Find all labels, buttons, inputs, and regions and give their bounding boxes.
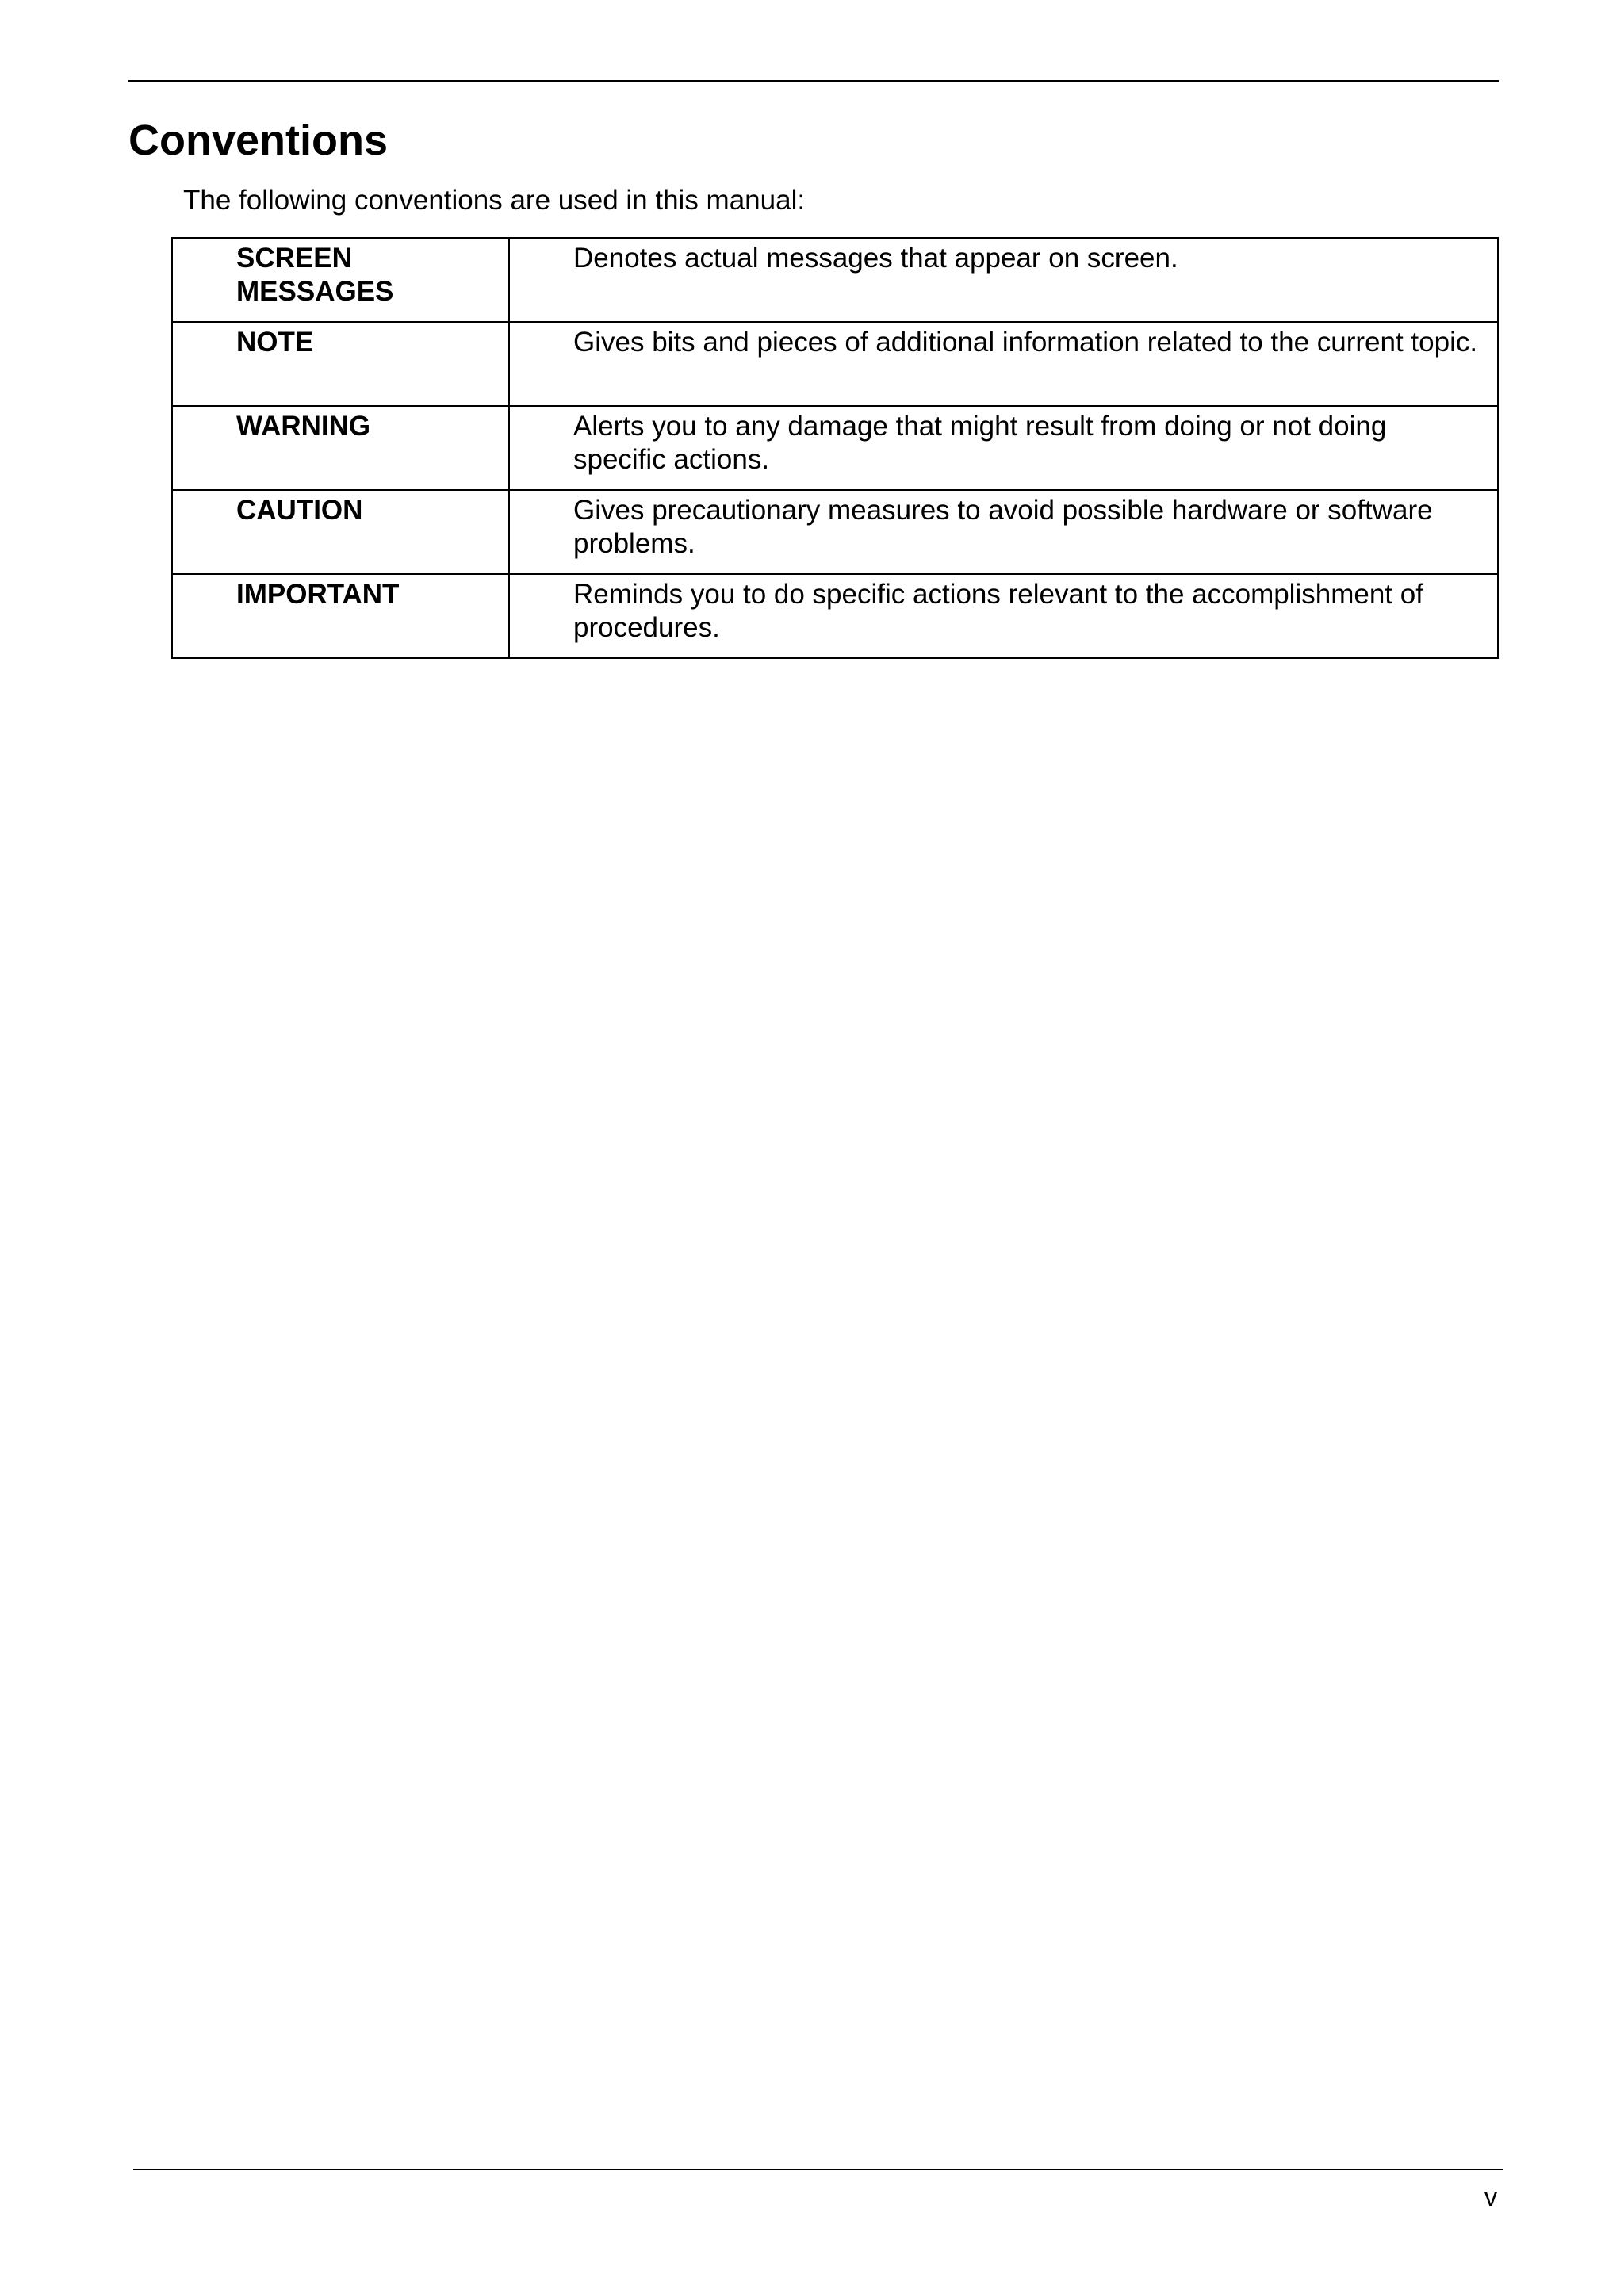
page-title: Conventions — [128, 117, 389, 164]
convention-description: Alerts you to any damage that might result from doing or not doing specific actions. — [509, 406, 1498, 490]
convention-description: Gives bits and pieces of additional information related to the current topic. — [509, 322, 1498, 406]
table-row — [172, 322, 1498, 406]
convention-term: WARNING — [172, 406, 509, 490]
table-row — [172, 574, 1498, 658]
footer-rule — [133, 2169, 1503, 2170]
conventions-table — [171, 237, 1499, 659]
convention-term: SCREEN MESSAGES — [172, 238, 509, 322]
convention-description: Reminds you to do specific actions relevant to the accomplishment of procedures. — [509, 574, 1498, 658]
convention-term: CAUTION — [172, 490, 509, 574]
table-row — [172, 238, 1498, 322]
table-row — [172, 490, 1498, 574]
intro-text: The following conventions are used in this manual: — [183, 185, 806, 216]
table-row — [172, 406, 1498, 490]
convention-term: NOTE — [172, 322, 509, 406]
convention-description: Gives precautionary measures to avoid possible hardware or software problems. — [509, 490, 1498, 574]
convention-term: IMPORTANT — [172, 574, 509, 658]
page-number: v — [1484, 2183, 1497, 2211]
header-rule — [128, 80, 1499, 82]
convention-description: Denotes actual messages that appear on screen. — [509, 238, 1498, 322]
